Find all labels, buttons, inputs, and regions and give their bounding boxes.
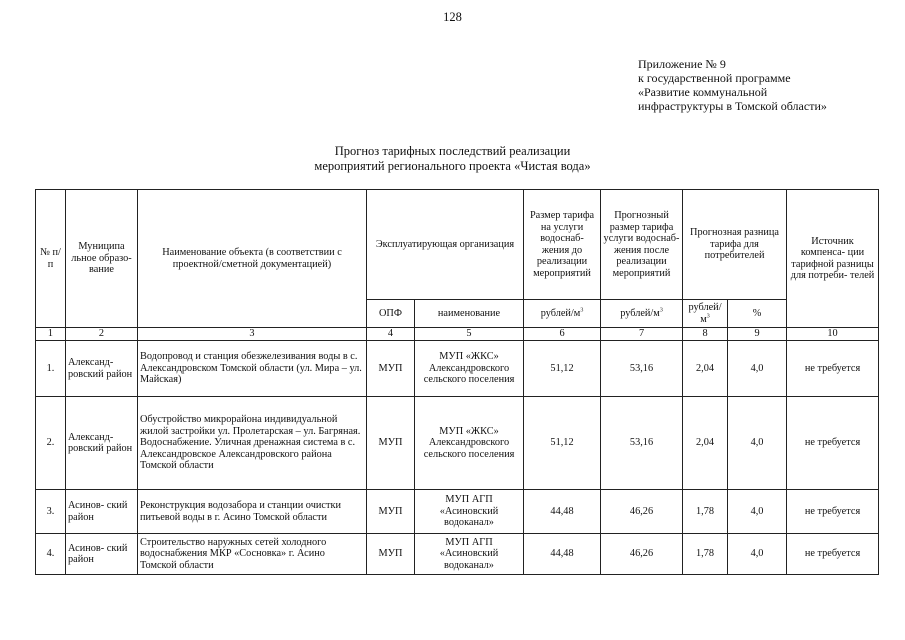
column-number: 9 xyxy=(728,328,787,341)
cell-org-name: МУП «ЖКС» Александровского сельского поселения xyxy=(415,397,524,490)
cell-num: 3. xyxy=(36,490,66,534)
cell-num: 2. xyxy=(36,397,66,490)
cell-tariff-current: 44,48 xyxy=(524,534,601,575)
appendix-line: инфраструктуры в Томской области» xyxy=(638,99,827,113)
header-tariff-forecast: Прогнозный размер тарифа услуги водоснаб- жения после реализации мероприятий xyxy=(601,190,683,300)
cell-opf: МУП xyxy=(367,490,415,534)
header-unit-percent: % xyxy=(728,300,787,328)
appendix-line: к государственной программе xyxy=(638,71,791,85)
header-tariff-current: Размер тарифа на услуги водоснаб- жения до реализации мероприятий xyxy=(524,190,601,300)
cell-source: не требуется xyxy=(787,341,879,397)
cell-source: не требуется xyxy=(787,397,879,490)
tariff-table xyxy=(35,189,879,575)
header-unit-forecast xyxy=(601,300,683,328)
column-number: 4 xyxy=(367,328,415,341)
column-number: 10 xyxy=(787,328,879,341)
cell-municipality: Асинов- ский район xyxy=(66,490,138,534)
column-number: 7 xyxy=(601,328,683,341)
column-number: 6 xyxy=(524,328,601,341)
cell-diff-pct: 4,0 xyxy=(728,490,787,534)
cell-tariff-forecast: 53,16 xyxy=(601,397,683,490)
header-num: № п/п xyxy=(36,190,66,328)
cell-municipality: Александ- ровский район xyxy=(66,397,138,490)
cell-object: Реконструкция водозабора и станции очистки питьевой воды в г. Асино Томской области xyxy=(138,490,367,534)
cell-opf: МУП xyxy=(367,534,415,575)
appendix-block xyxy=(638,57,827,113)
cell-municipality: Александ- ровский район xyxy=(66,341,138,397)
header-name: наименование xyxy=(415,300,524,328)
header-source: Источник компенса- ции тарифной разницы для потреби- телей xyxy=(787,190,879,328)
cell-tariff-current: 44,48 xyxy=(524,490,601,534)
cell-object: Строительство наружных сетей холодного водоснабжения МКР «Сосновка» г. Асино Томской области xyxy=(138,534,367,575)
cell-num: 4. xyxy=(36,534,66,575)
header-municipality: Муниципа льное образо- вание xyxy=(66,190,138,328)
document-title xyxy=(0,144,905,174)
cell-org-name: МУП «ЖКС» Александровского сельского поселения xyxy=(415,341,524,397)
table-row xyxy=(36,397,879,490)
header-operator: Эксплуатирующая организация xyxy=(367,190,524,300)
cell-source: не требуется xyxy=(787,534,879,575)
cell-org-name: МУП АГП «Асиновский водоканал» xyxy=(415,534,524,575)
unit-superscript: 3 xyxy=(706,313,710,320)
column-number-row xyxy=(36,328,879,341)
appendix-line: Приложение № 9 xyxy=(638,57,726,71)
appendix-line: «Развитие коммунальной xyxy=(638,85,768,99)
cell-diff-rub: 2,04 xyxy=(683,397,728,490)
cell-object: Обустройство микрорайона индивидуальной жилой застройки ул. Пролетарская – ул. Багряная. Водоснабжение. Уличная дренажная система в с. Александровское Александровского района Томской области xyxy=(138,397,367,490)
title-line: Прогноз тарифных последствий реализации xyxy=(334,144,571,158)
unit-superscript: 3 xyxy=(580,307,584,314)
cell-source: не требуется xyxy=(787,490,879,534)
table-row xyxy=(36,341,879,397)
cell-diff-pct: 4,0 xyxy=(728,341,787,397)
cell-tariff-forecast: 46,26 xyxy=(601,490,683,534)
cell-org-name: МУП АГП «Асиновский водоканал» xyxy=(415,490,524,534)
cell-tariff-forecast: 46,26 xyxy=(601,534,683,575)
cell-diff-pct: 4,0 xyxy=(728,534,787,575)
cell-tariff-forecast: 53,16 xyxy=(601,341,683,397)
header-unit-current xyxy=(524,300,601,328)
table-row xyxy=(36,490,879,534)
cell-num: 1. xyxy=(36,341,66,397)
unit-superscript: 3 xyxy=(659,307,663,314)
header-opf: ОПФ xyxy=(367,300,415,328)
unit-label: рублей/м xyxy=(540,307,581,319)
column-number: 3 xyxy=(138,328,367,341)
column-number: 5 xyxy=(415,328,524,341)
cell-object: Водопровод и станция обезжелезивания воды в с. Александровском Томской области (ул. Мира – ул. Майская) xyxy=(138,341,367,397)
header-diff: Прогнозная разница тарифа для потребителей xyxy=(683,190,787,300)
page-number: 128 xyxy=(443,10,462,24)
unit-label: рублей/м xyxy=(620,307,660,319)
table-row xyxy=(36,534,879,575)
cell-municipality: Асинов- ский район xyxy=(66,534,138,575)
header-object: Наименование объекта (в соответствии с проектной/сметной документацией) xyxy=(138,190,367,328)
cell-opf: МУП xyxy=(367,397,415,490)
cell-opf: МУП xyxy=(367,341,415,397)
cell-diff-rub: 1,78 xyxy=(683,490,728,534)
column-number: 8 xyxy=(683,328,728,341)
cell-tariff-current: 51,12 xyxy=(524,397,601,490)
cell-diff-rub: 1,78 xyxy=(683,534,728,575)
column-number: 2 xyxy=(66,328,138,341)
unit-label: рублей/м xyxy=(688,302,722,325)
title-line: мероприятий регионального проекта «Чистая вода» xyxy=(314,159,591,173)
cell-diff-rub: 2,04 xyxy=(683,341,728,397)
column-number: 1 xyxy=(36,328,66,341)
cell-tariff-current: 51,12 xyxy=(524,341,601,397)
header-unit-diff xyxy=(683,300,728,328)
cell-diff-pct: 4,0 xyxy=(728,397,787,490)
